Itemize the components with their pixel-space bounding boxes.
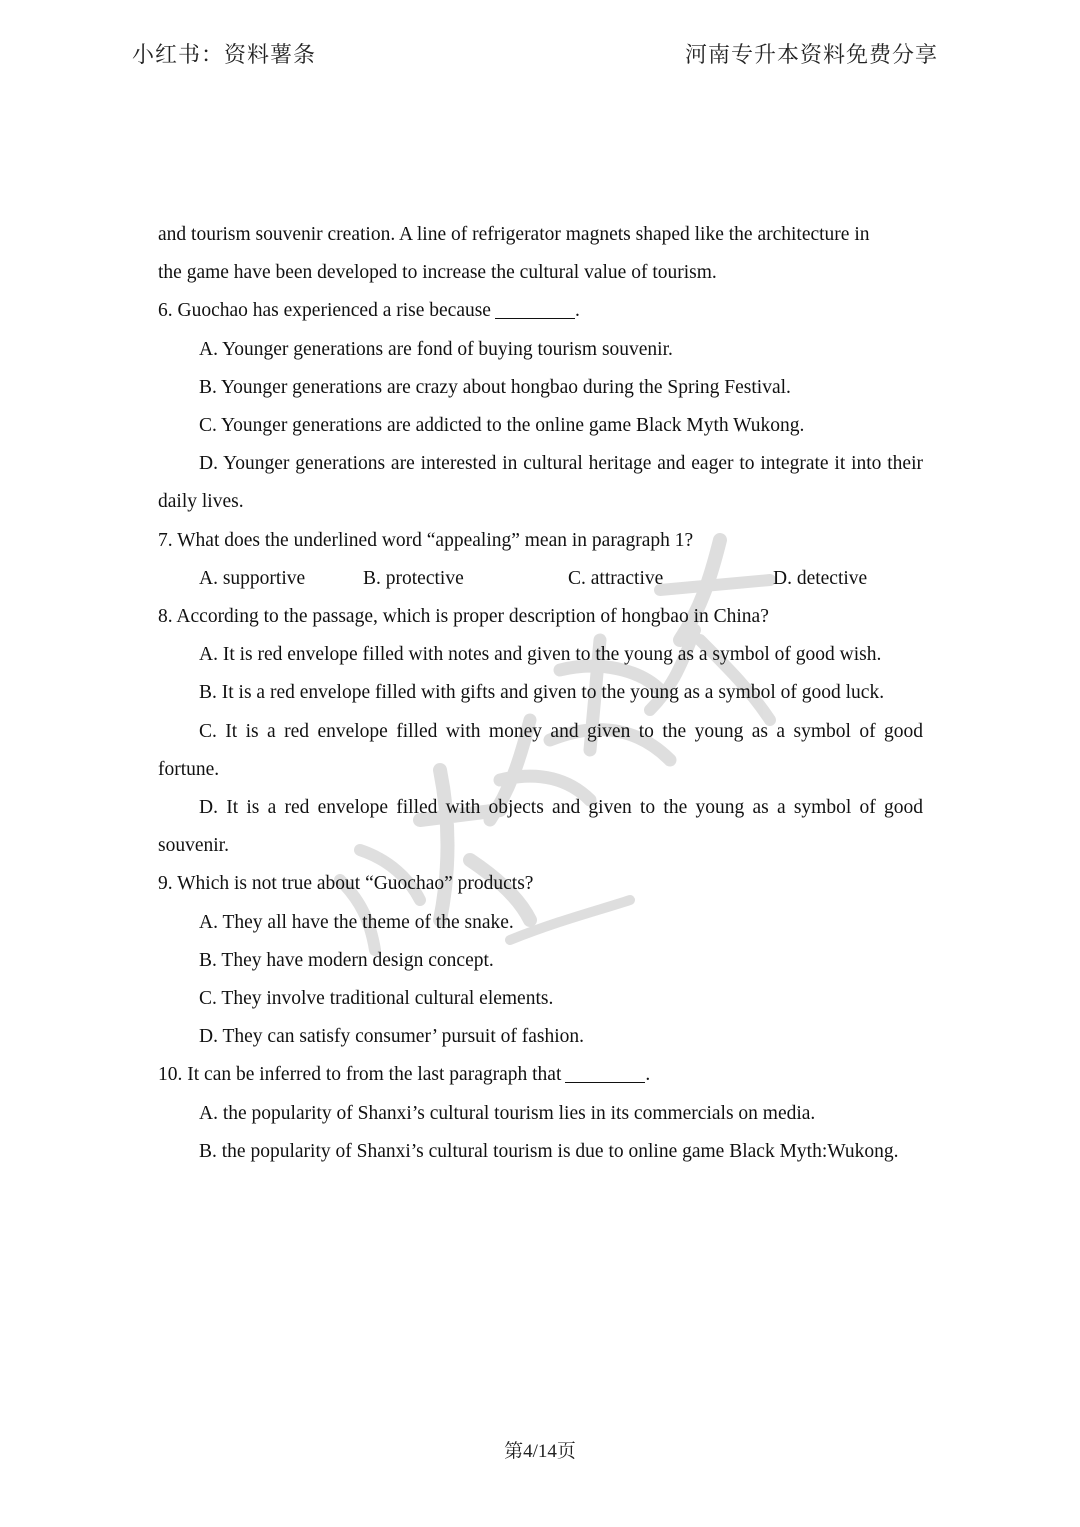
question-7-option-c: C. attractive	[568, 567, 664, 589]
question-10-option-b: B. the popularity of Shanxi’s cultural tourism is due to online game Black Myth:Wukong.	[199, 1140, 899, 1162]
question-8-stem: 8. According to the passage, which is proper description of hongbao in China?	[158, 606, 769, 628]
question-9-stem: 9. Which is not true about “Guochao” products?	[158, 873, 534, 895]
question-8-option-c: C. It is a red envelope filled with money and given to the young as a symbol of good fortune.	[158, 720, 923, 780]
exam-page-body	[158, 216, 923, 1171]
question-7-option-d: D. detective	[773, 567, 868, 589]
question-7-options	[158, 560, 923, 598]
question-6-option-b: B. Younger generations are crazy about hongbao during the Spring Festival.	[199, 376, 791, 398]
question-text: 6. Guochao has experienced a rise because	[158, 300, 491, 322]
answer-blank	[495, 299, 575, 320]
question-7-stem: 7. What does the underlined word “appealing” mean in paragraph 1?	[158, 529, 694, 551]
question-7-option-a: A. supportive	[199, 567, 306, 589]
question-7-option-b: B. protective	[363, 567, 464, 589]
header-source-label: 小红书：资料薯条	[132, 42, 317, 67]
question-6-option-d: D. Younger generations are interested in cultural heritage and eager to integrate it into their daily lives.	[158, 453, 923, 513]
passage-line: the game have been developed to increase the cultural value of tourism.	[158, 262, 717, 284]
question-6-option-a: A. Younger generations are fond of buying tourism souvenir.	[199, 338, 673, 360]
answer-blank	[565, 1063, 645, 1084]
question-9-option-b: B. They have modern design concept.	[199, 949, 494, 971]
question-end-punct: .	[645, 1064, 651, 1086]
question-8-option-a: A. It is red envelope filled with notes and given to the young as a symbol of good wish.	[199, 644, 882, 666]
page-number: 第4/14页	[504, 1441, 576, 1462]
question-end-punct: .	[574, 300, 580, 322]
question-6-option-c: C. Younger generations are addicted to the online game Black Myth Wukong.	[199, 415, 805, 437]
passage-line: and tourism souvenir creation. A line of refrigerator magnets shaped like the architecture in	[158, 224, 870, 245]
header-share-label: 河南专升本资料免费分享	[684, 42, 938, 67]
question-10-stem	[158, 1056, 923, 1094]
question-9-option-d: D. They can satisfy consumer’ pursuit of fashion.	[199, 1026, 585, 1048]
question-10-option-a: A. the popularity of Shanxi’s cultural tourism lies in its commercials on media.	[199, 1102, 816, 1124]
question-8-option-d: D. It is a red envelope filled with objects and given to the young as a symbol of good souvenir.	[158, 797, 923, 857]
question-9-option-a: A. They all have the theme of the snake.	[199, 911, 514, 933]
question-text: 10. It can be inferred to from the last paragraph that	[158, 1064, 562, 1086]
question-9-option-c: C. They involve traditional cultural elements.	[199, 988, 554, 1010]
question-6-stem	[158, 292, 923, 330]
question-8-option-b: B. It is a red envelope filled with gifts and given to the young as a symbol of good luck.	[199, 682, 885, 704]
